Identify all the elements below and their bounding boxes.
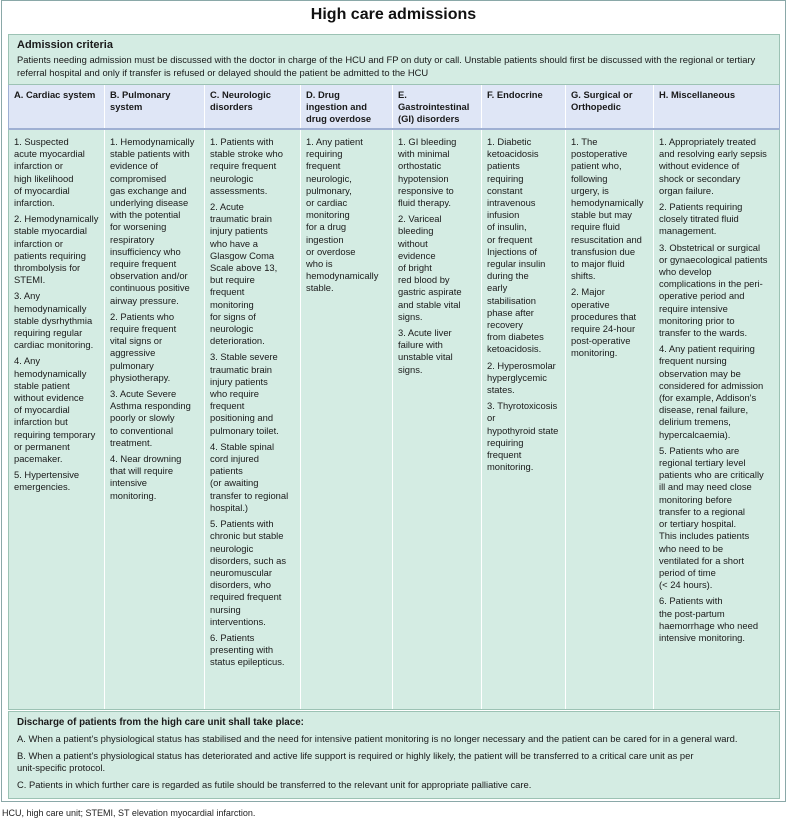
list-item: 2. Patients requiring closely titrated fluid management. [659, 201, 743, 237]
list-item: 4. Any hemodynamically stable patient without evidence of myocardial infarction but requiring temporary or permanent pacemaker. [14, 355, 96, 465]
list-item: 2. Hemodynamically stable myocardial infarction or patients requiring thrombolysis for STEMI. [14, 213, 99, 286]
admission-criteria-text: Patients needing admission must be discussed with the doctor in charge of the HCU and FP on duty or call. Unstable patients should first be discussed with the regional or tertiary referral hospital and only if transfer is refused or delayed should the patient be admitted to the HCU [17, 54, 756, 78]
list-item: 1. Patients with stable stroke who require frequent neurologic assessments. [210, 136, 283, 196]
list-item: 2. Acute traumatic brain injury patients who have a Glasgow Coma Scale above 13, but require frequent monitoring for signs of neurologic deterioration. [210, 201, 278, 347]
admission-criteria-heading: Admission criteria [17, 39, 113, 51]
list-item: 1. Suspected acute myocardial infarction or high likelihood of myocardial infarction. [14, 136, 85, 209]
column-surgical [565, 130, 653, 709]
list-item: 1. Appropriately treated and resolving early sepsis without evidence of shock or secondary organ failure. [659, 136, 767, 196]
discharge-panel [8, 711, 780, 799]
list-item: 4. Any patient requiring frequent nursing observation may be considered for admission (for example, Addison's disease, renal failure, delirium tremens, hypercalcaemia). [659, 343, 764, 440]
table-frame [1, 0, 786, 802]
discharge-item: C. Patients in which further care is regarded as futile should be transferred to the relevant unit for appropriate palliative care. [17, 778, 532, 790]
column-endocrine [481, 130, 565, 709]
list-item: 1. The postoperative patient who, following urgery, is hemodynamically stable but may require fluid resuscitation and transfusion due to major fluid shifts. [571, 136, 644, 282]
list-item: 2. Variceal bleeding without evidence of bright red blood by gastric aspirate and stable vital signs. [398, 213, 462, 322]
list-item: 5. Patients with chronic but stable neurologic disorders, such as neuromuscular disorders, who required frequent nursing interventions. [210, 518, 287, 627]
list-item: 1. Diabetic ketoacidosis patients requiring constant intravenous infusion of insulin, or frequent Injections of regular insulin during the early stabilisation phase after recovery from diabetes ketoacidosis. [487, 136, 546, 355]
list-item: 3. Obstetrical or surgical or gynaecological patients who develop complications in the peri- operative period and require intensive monitoring prior to transfer to the wards. [659, 241, 768, 339]
list-item: 4. Near drowning that will require intensive monitoring. [110, 453, 182, 501]
list-item: 5. Patients who are regional tertiary level patients who are critically ill and may need close monitoring before transfer to a regional or tertiary hospital. This includes patients who need to be ventilated for a short period of time (< 24 hours). [659, 444, 764, 591]
category-header-row [8, 85, 780, 129]
list-item: 6. Patients presenting with status epilepticus. [210, 631, 285, 668]
list-item: 3. Any hemodynamically stable dysrhythmia requiring regular cardiac monitoring. [14, 290, 94, 351]
list-item: 1. Hemodynamically stable patients with evidence of compromised gas exchange and underlying disease with the potential for worsening respiratory insufficiency who require frequent observation and/or continuous positive airway pressure. [110, 136, 195, 306]
list-item: 2. Hyperosmolar hyperglycemic states. [487, 359, 556, 396]
list-item: 1. Any patient requiring frequent neurologic, pulmonary, or cardiac monitoring for a drug ingestion or overdose who is hemodynamically stable. [306, 136, 379, 294]
column-pulmonary [104, 130, 204, 709]
column-header-endocrine: F. Endocrine [481, 85, 565, 128]
list-item: 3. Acute liver failure with unstable vital signs. [398, 327, 453, 375]
list-item: 5. Hypertensive emergencies. [14, 469, 80, 493]
list-item: 2. Patients who require frequent vital signs or aggressive pulmonary physiotherapy. [110, 310, 177, 383]
column-neurologic [204, 130, 300, 709]
column-drug [300, 130, 392, 709]
list-item: 1. GI bleeding with minimal orthostatic hypotension responsive to fluid therapy. [398, 136, 457, 209]
column-header-surgical: G. Surgical or Orthopedic [565, 85, 653, 128]
column-misc [653, 130, 779, 709]
category-body-row [8, 129, 780, 710]
column-header-cardiac: A. Cardiac system [14, 89, 96, 100]
footnote: HCU, high care unit; STEMI, ST elevation myocardial infarction. [2, 808, 256, 818]
discharge-item: B. When a patient's physiological status has deteriorated and active life support is required or highly likely, the patient will be transferred to a critical care unit as per unit-specific protocol. [17, 749, 694, 773]
column-header-pulmonary: B. Pulmonary system [104, 85, 204, 128]
list-item: 3. Stable severe traumatic brain injury patients who require frequent positioning and pulmonary toilet. [210, 351, 279, 436]
admission-criteria-panel [8, 34, 780, 85]
discharge-item: A. When a patient's physiological status has stabilised and the need for intensive patient monitoring is no longer necessary and the patient can be cared for in a general ward. [17, 733, 738, 744]
column-header-gi: E. Gastrointestinal (GI) disorders [392, 85, 481, 128]
list-item: 3. Acute Severe Asthma responding poorly or slowly to conventional treatment. [110, 388, 191, 448]
column-header-drug: D. Drug ingestion and drug overdose [300, 85, 392, 128]
discharge-heading: Discharge of patients from the high care unit shall take place: [17, 717, 304, 728]
list-item: 3. Thyrotoxicosis or hypothyroid state requiring frequent monitoring. [487, 400, 559, 473]
column-header-neurologic: C. Neurologic disorders [204, 85, 300, 128]
table-title: High care admissions [310, 6, 477, 23]
list-item: 6. Patients with the post-partum haemorrhage who need intensive monitoring. [659, 595, 759, 643]
column-cardiac [9, 130, 104, 709]
list-item: 2. Major operative procedures that require 24-hour post-operative monitoring. [571, 286, 637, 359]
column-header-misc: H. Miscellaneous [653, 85, 779, 128]
list-item: 4. Stable spinal cord injured patients (or awaiting transfer to regional hospital.) [210, 440, 289, 513]
column-gi [392, 130, 481, 709]
